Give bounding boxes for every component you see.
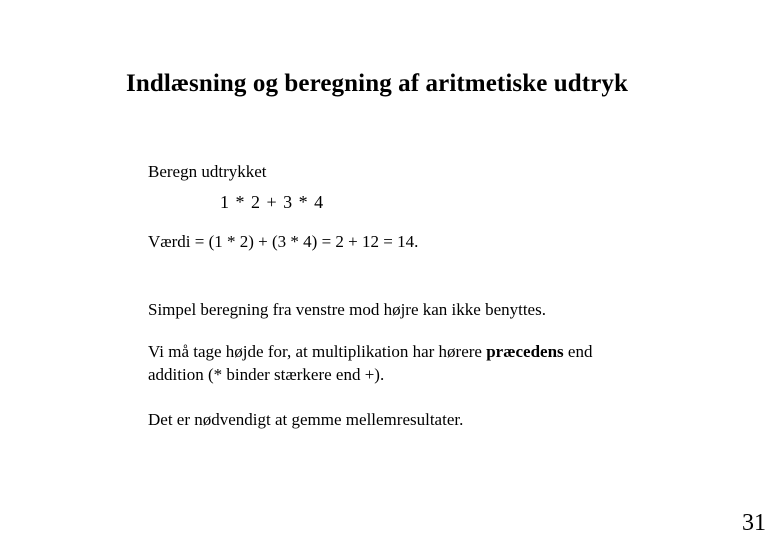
intro-text: Beregn udtrykket [148,162,267,181]
simple-note: Simpel beregning fra venstre mod højre kan ikke benyttes. [148,300,546,319]
slide-title: Indlæsning og beregning af aritmetiske udtryk [126,70,629,97]
precedence-before: Vi må tage højde for, at multiplikation har hørere [148,342,487,361]
value-line: Værdi = (1 * 2) + (3 * 4) = 2 + 12 = 14. [148,232,419,251]
precedence-paragraph [148,340,592,386]
expression: 1 * 2 + 3 * 4 [220,192,324,212]
precedence-after: end [563,342,593,361]
slide-number: 31 [742,510,766,536]
precedence-term: præcedens [486,342,564,361]
conclusion-text: Det er nødvendigt at gemme mellemresultater. [148,410,464,429]
precedence-line-2: addition (* binder stærkere end +). [148,365,385,384]
precedence-line-1 [148,340,592,363]
